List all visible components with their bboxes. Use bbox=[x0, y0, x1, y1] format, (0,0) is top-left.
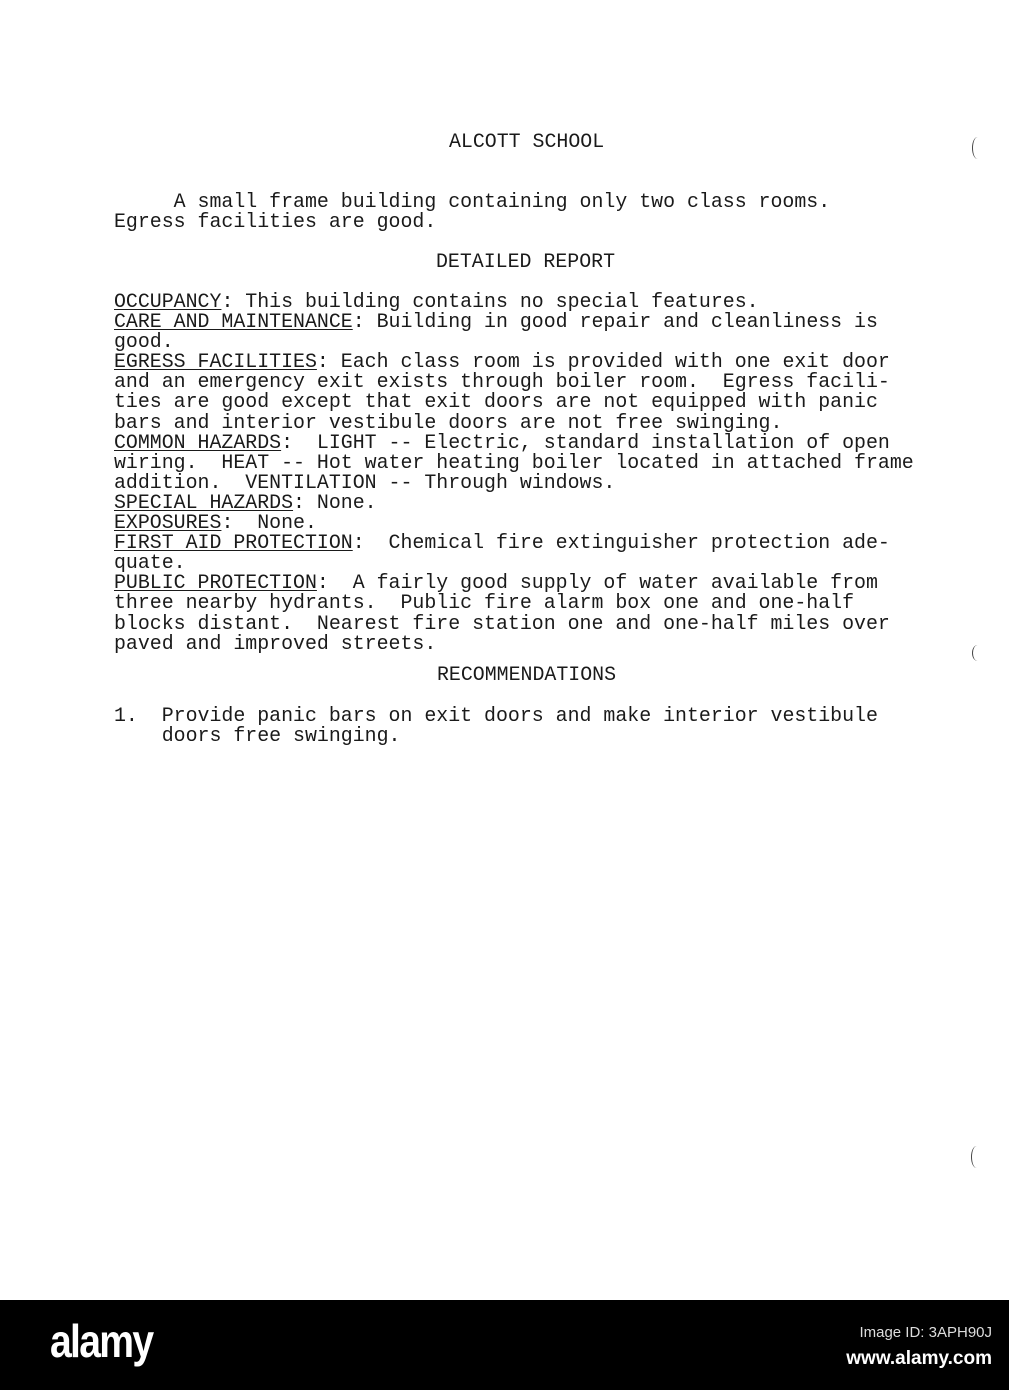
section-text: : None. bbox=[221, 511, 317, 535]
alamy-logo: alamy bbox=[50, 1315, 153, 1367]
report-line bbox=[114, 553, 914, 573]
section-text: wiring. HEAT -- Hot water heating boiler located in attached frame bbox=[114, 450, 914, 474]
detailed-report-heading: DETAILED REPORT bbox=[436, 250, 616, 273]
recommendations-heading: RECOMMENDATIONS bbox=[437, 663, 617, 686]
section-label: SPECIAL HAZARDS bbox=[114, 490, 294, 514]
intro-line: A small frame building containing only two class rooms. bbox=[114, 190, 831, 213]
recommendation-number: 1. bbox=[114, 704, 138, 727]
report-line bbox=[114, 470, 914, 494]
watermark-footer bbox=[0, 1300, 1009, 1390]
intro-line: Egress facilities are good. bbox=[114, 210, 437, 234]
report-line bbox=[114, 593, 914, 613]
section-label: OCCUPANCY bbox=[114, 290, 222, 313]
recommendation-item bbox=[114, 706, 878, 726]
report-line bbox=[114, 410, 914, 434]
section-label: FIRST AID PROTECTION bbox=[114, 531, 353, 555]
section-text: : LIGHT -- Electric, standard installation of open bbox=[281, 430, 890, 454]
margin-mark bbox=[972, 645, 983, 661]
section-text: : Chemical fire extinguisher protection ade- bbox=[352, 531, 890, 555]
section-label: COMMON HAZARDS bbox=[114, 430, 282, 454]
report-line bbox=[114, 490, 914, 514]
report-line bbox=[114, 352, 914, 372]
section-text: and an emergency exit exists through boiler room. Egress facili- bbox=[114, 370, 890, 394]
report-line bbox=[114, 312, 914, 332]
section-label: CARE AND MAINTENANCE bbox=[114, 310, 353, 334]
section-text: blocks distant. Nearest fire station one and one-half miles over bbox=[114, 611, 890, 635]
detailed-report-body bbox=[114, 292, 914, 654]
section-text: : Building in good repair and cleanliness is bbox=[352, 310, 878, 334]
section-text: bars and interior vestibule doors are not free swinging. bbox=[114, 410, 783, 434]
report-line bbox=[114, 292, 914, 312]
recommendations-list bbox=[114, 706, 878, 746]
report-line bbox=[114, 450, 914, 474]
report-line bbox=[114, 372, 914, 392]
section-text: good. bbox=[114, 330, 174, 354]
section-text: : This building contains no special features. bbox=[221, 290, 759, 313]
section-label: PUBLIC PROTECTION bbox=[114, 571, 317, 595]
recommendation-text: Provide panic bars on exit doors and make interior vestibule bbox=[161, 704, 878, 727]
report-line bbox=[114, 513, 914, 533]
section-text: quate. bbox=[114, 551, 186, 575]
image-id: Image ID: 3APH90J bbox=[859, 1324, 992, 1341]
report-line bbox=[114, 332, 914, 352]
section-text: paved and improved streets. bbox=[114, 631, 437, 655]
section-label: EXPOSURES bbox=[114, 511, 222, 535]
margin-mark bbox=[972, 137, 983, 159]
report-line bbox=[114, 631, 914, 655]
section-text: : Each class room is provided with one exit door bbox=[316, 350, 890, 374]
section-text: addition. VENTILATION -- Through windows. bbox=[114, 470, 616, 494]
intro-paragraph bbox=[114, 192, 830, 232]
recommendation-text: doors free swinging. bbox=[161, 724, 401, 748]
site-url: www.alamy.com bbox=[846, 1348, 992, 1369]
recommendation-item-continuation bbox=[114, 726, 878, 746]
document-title: ALCOTT SCHOOL bbox=[449, 130, 605, 153]
margin-mark bbox=[971, 1146, 982, 1168]
report-line bbox=[114, 533, 914, 553]
report-line bbox=[114, 392, 914, 412]
report-line bbox=[114, 430, 914, 454]
section-text: three nearby hydrants. Public fire alarm box one and one-half bbox=[114, 591, 855, 615]
section-text: : A fairly good supply of water available from bbox=[316, 571, 878, 595]
section-text: : None. bbox=[293, 490, 377, 514]
section-label: EGRESS FACILITIES bbox=[114, 350, 317, 374]
report-line bbox=[114, 611, 914, 635]
section-text: ties are good except that exit doors are not equipped with panic bbox=[114, 390, 878, 414]
report-line bbox=[114, 573, 914, 593]
